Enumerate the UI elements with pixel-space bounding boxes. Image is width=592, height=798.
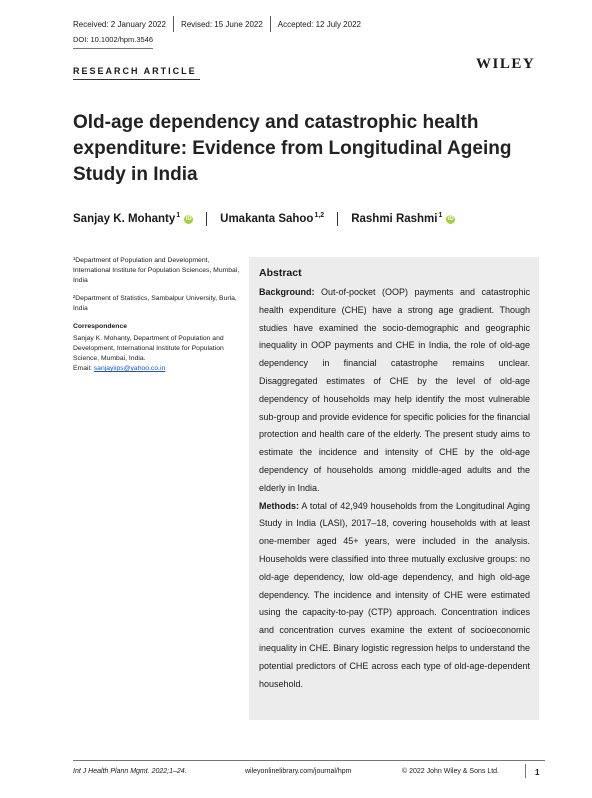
background-text: Out-of-pocket (OOP) payments and catastrophic health expenditure (CHE) have a strong age gradient. Though studies have examined the socio-demographic and geographic inequality in OOP payments and CHE in India, the role of old-age dependency in financial catastrophe remains unclear. Disaggregated estimates of CHE by the level of old-age dependency of households may help identify the most vulnerable sub-group and provide evidence for specific policies for the financial protection and health care of the elderly. The present study aims to estimate the incidence and intensity of CHE by the old-age dependency of households among middle-aged adults and the elderly in India. [259, 287, 530, 493]
email-label: Email: [73, 365, 94, 372]
affiliations-column [73, 256, 243, 374]
article-type: RESEARCH ARTICLE [73, 66, 197, 76]
author[interactable] [220, 213, 324, 225]
methods-text: A total of 42,949 households from the Longitudinal Aging Study in India (LASI), 2017–18, covering households with at least one-member aged 45+ years, were included in the analysis. Households were classified into three mutually exclusive groups: no old-age dependency, low old-age dependency, and high old-age dependency. The incidence and intensity of CHE were estimated using the capacity-to-pay (CTP) approach. Concentration indices and concentration curves examine the extent of socioeconomic inequality in CHE. Binary logistic regression helps to understand the potential predictors of CHE across each type of old-age-dependent household. [259, 500, 530, 689]
author-name: Sanjay K. Mohanty [73, 213, 176, 225]
email-link[interactable]: sanjayiips@yahoo.co.in [93, 365, 166, 372]
date-divider [270, 16, 271, 32]
author[interactable] [351, 213, 455, 225]
footer-rule [73, 760, 545, 761]
author-affiliation-ref: 1 [176, 212, 181, 219]
correspondence-heading: Correspondence [73, 323, 128, 330]
author-affiliation-ref: 1,2 [314, 212, 325, 219]
revised-date: Revised: 15 June 2022 [180, 19, 263, 29]
author-divider [337, 212, 338, 226]
author-affiliation-ref: 1 [438, 212, 443, 219]
abstract-body [259, 284, 530, 693]
received-date: Received: 2 January 2022 [73, 19, 166, 29]
journal-url[interactable]: wileyonlinelibrary.com/journal/hpm [245, 768, 352, 775]
header-rule [73, 48, 153, 49]
article-title: Old-age dependency and catastrophic health expenditure: Evidence from Longitudinal Ageing Study in India [73, 112, 512, 185]
background-label: Background: [259, 287, 315, 297]
affiliation-2: ²Department of Statistics, Sambalpur University, Burla, India [73, 295, 237, 312]
affiliation-1: ¹Department of Population and Development, International Institute for Population Sciences, Mumbai, India [73, 257, 240, 284]
copyright: © 2022 John Wiley & Sons Ltd. [402, 768, 499, 775]
author-list [73, 212, 455, 226]
author-divider [206, 212, 207, 226]
journal-citation: Int J Health Plann Mgmt. 2022;1–24. [73, 768, 187, 775]
correspondence-email [73, 364, 243, 374]
abstract-heading: Abstract [259, 267, 302, 279]
abstract-methods [259, 498, 530, 694]
orcid-icon[interactable]: iD [447, 215, 454, 222]
author-name: Umakanta Sahoo [220, 213, 314, 225]
author[interactable] [73, 213, 193, 225]
article-type-underline [73, 79, 200, 80]
accepted-date: Accepted: 12 July 2022 [277, 19, 361, 29]
methods-label: Methods: [259, 500, 299, 511]
date-divider [173, 16, 174, 32]
doi[interactable]: DOI: 10.1002/hpm.3546 [73, 35, 154, 44]
author-name: Rashmi Rashmi [351, 213, 438, 225]
abstract-box [249, 257, 539, 720]
publisher-logo: WILEY [476, 56, 536, 72]
orcid-icon[interactable]: iD [185, 215, 192, 222]
publication-dates [73, 16, 361, 32]
abstract-background [259, 284, 530, 498]
page-number: 1 [535, 768, 540, 777]
footer-divider [525, 764, 526, 778]
correspondence-text: Sanjay K. Mohanty, Department of Population and Development, International Institute for Population Science, Mumbai, India. [73, 335, 224, 362]
